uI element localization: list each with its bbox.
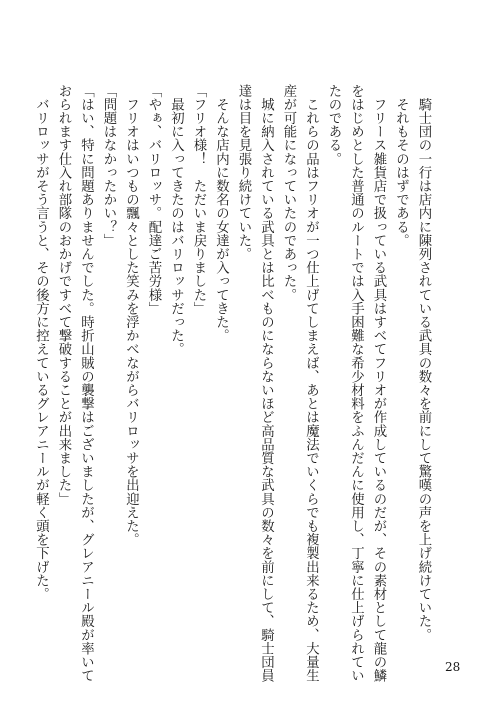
text-line: 騎士団の一行は店内に陳列されている武具の数々を前にして驚嘆の声を上げ続けていた。 <box>416 84 431 642</box>
text-line: 「はい、特に問題ありませんでした。時折山賊の襲撃はございましたが、グレアニール殿が率いて <box>78 84 94 683</box>
text-line: 「やぁ、バリロッサ。配達ご苦労様」 <box>146 84 161 316</box>
text-line: それもそのはずである。 <box>393 84 409 248</box>
text-line: 産が可能になっていたのであった。 <box>281 84 296 302</box>
text-line: 最初に入ってきたのはバリロッサだった。 <box>168 84 184 356</box>
text-line: 「問題はなかったかい？」 <box>101 84 116 248</box>
text-line: をはじめとした普通のルートでは入手困難な希少材料をふんだんに使用し、丁寧に仕上げられてい <box>348 84 364 683</box>
text-line: そんな店内に数名の女達が入ってきた。 <box>213 84 229 343</box>
text-line: 「フリオ様！ ただいま戻りました」 <box>191 84 206 316</box>
page-number: 28 <box>445 660 461 674</box>
text-line: おられます仕入れ部隊のおかげですべて撃破することが出来ました」 <box>56 84 71 506</box>
vertical-text-block <box>33 84 434 683</box>
text-line: たのである。 <box>326 84 341 166</box>
text-line: これらの品はフリオが一つ仕上げてしまえば、あとは魔法でいくらでも複製出来るため、大量生 <box>303 84 319 683</box>
text-line: バリロッサがそう言うと、その後方に控えているグレアニールが軽く頭を下げた。 <box>33 84 49 601</box>
text-line: 城に納入されている武具とは比べものにならないほど高品質な武具の数々を前にして、騎士団員 <box>258 84 274 683</box>
text-line: フリオはいつもの飄々とした笑みを浮かべながらバリロッサを出迎えた。 <box>123 84 139 547</box>
text-line: 達は目を見張り続けていた。 <box>236 84 251 261</box>
text-line: フリース雑貨店で扱っている武具はすべてフリオが作成しているのだが、その素材として龍の鱗 <box>371 84 386 683</box>
